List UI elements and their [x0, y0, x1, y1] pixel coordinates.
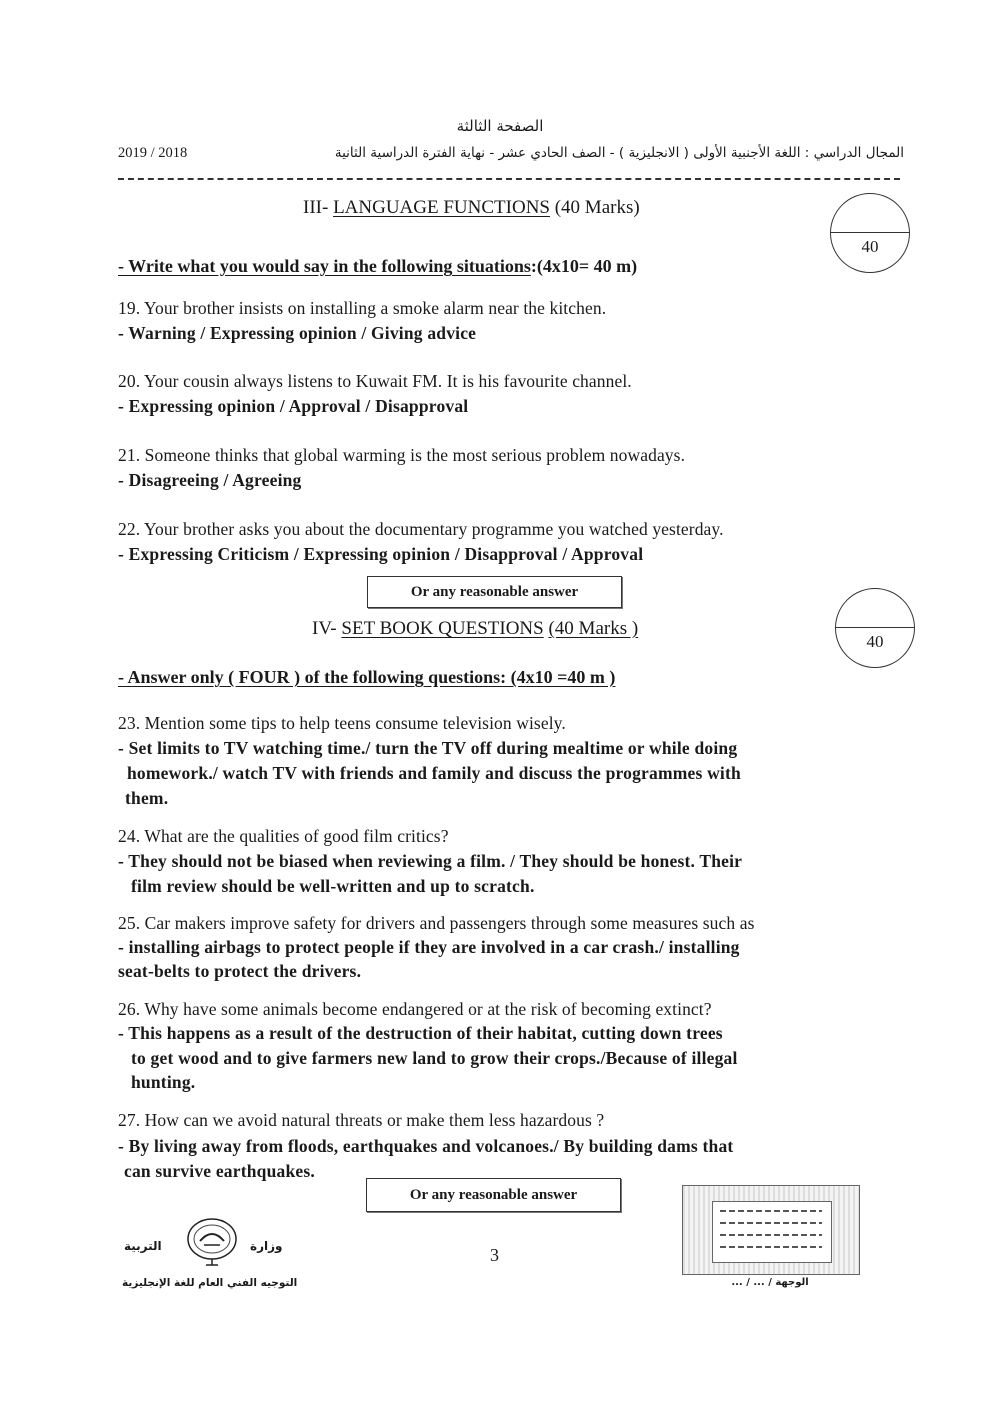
- answer-27-line-2: can survive earthquakes.: [124, 1161, 315, 1181]
- answer-23-line-2: homework./ watch TV with friends and family and discuss the programmes with: [127, 763, 741, 783]
- section-3-note-box: [367, 576, 622, 608]
- subject-line: المجال الدراسي : اللغة الأجنبية الأولى ( الانجليزية ) - الصف الحادي عشر - نهاية الفترة الدراسية الثانية: [334, 145, 904, 161]
- section-4-score: 40: [866, 632, 884, 651]
- answer-23-line-3: them.: [125, 788, 169, 808]
- question-22: 22. Your brother asks you about the documentary programme you watched yesterday.: [118, 519, 724, 539]
- score-divider: [836, 627, 914, 628]
- answer-23-line-1: - Set limits to TV watching time./ turn the TV off during mealtime or while doing: [118, 738, 738, 758]
- answer-24-line-2: film review should be well-written and up to scratch.: [131, 876, 535, 896]
- answer-27-line-1: - By living away from floods, earthquakes and volcanoes./ By building dams that: [118, 1136, 734, 1156]
- section-4-marks: (40 Marks ): [548, 618, 639, 639]
- question-26: 26. Why have some animals become endangered or at the risk of becoming extinct?: [118, 999, 712, 1019]
- section-3-instruction: [118, 256, 637, 277]
- section-4-score-circle: [835, 588, 915, 668]
- section-3-title: LANGUAGE FUNCTIONS: [333, 197, 550, 218]
- answer-26-line-3: hunting.: [131, 1072, 196, 1092]
- page-number: 3: [490, 1245, 499, 1265]
- emblem-icon: [182, 1215, 242, 1267]
- section-3-marks: (40 Marks): [554, 197, 640, 218]
- question-19: 19. Your brother insists on installing a smoke alarm near the kitchen.: [118, 298, 607, 318]
- answer-21: - Disagreeing / Agreeing: [118, 470, 302, 490]
- section-4-note-box: [366, 1178, 621, 1212]
- instruction-main: - Write what you would say in the following situations: [118, 256, 531, 276]
- question-21: 21. Someone thinks that global warming is the most serious problem nowadays.: [118, 445, 686, 465]
- logo-word-right: وزارة: [250, 1239, 283, 1253]
- page-label: الصفحة الثالثة: [456, 117, 544, 135]
- academic-year: 2019 / 2018: [118, 145, 188, 161]
- question-20: 20. Your cousin always listens to Kuwait FM. It is his favourite channel.: [118, 371, 632, 391]
- answer-24-line-1: - They should not be biased when reviewing a film. / They should be honest. Their: [118, 851, 743, 871]
- score-divider: [831, 232, 909, 233]
- answer-25-line-2: seat-belts to protect the drivers.: [118, 961, 362, 981]
- answer-20: - Expressing opinion / Approval / Disapproval: [118, 396, 469, 416]
- section-3-note: Or any reasonable answer: [410, 584, 579, 600]
- logo-word-left: التربية: [124, 1239, 162, 1253]
- section-4-heading: [312, 618, 638, 640]
- official-stamp: [676, 1175, 866, 1293]
- section-3-number: III-: [303, 197, 329, 218]
- stamp-caption: الوجهة / ... / ...: [731, 1277, 809, 1288]
- answer-22: - Expressing Criticism / Expressing opinion / Disapproval / Approval: [118, 544, 644, 564]
- section-3-heading: [303, 197, 640, 219]
- answer-19: - Warning / Expressing opinion / Giving advice: [118, 323, 477, 343]
- answer-25-line-1: - installing airbags to protect people if they are involved in a car crash./ installing: [118, 937, 740, 957]
- logo-caption: التوجيه الفني العام للغة الإنجليزية: [122, 1277, 298, 1289]
- section-4-number: IV-: [312, 618, 337, 639]
- section-4-instruction: - Answer only ( FOUR ) of the following questions: (4x10 =40 m ): [118, 667, 616, 687]
- question-23: 23. Mention some tips to help teens consume television wisely.: [118, 713, 566, 733]
- answer-26-line-1: - This happens as a result of the destruction of their habitat, cutting down trees: [118, 1023, 723, 1043]
- section-4-title: SET BOOK QUESTIONS: [341, 618, 544, 639]
- section-3-score-circle: [830, 193, 910, 273]
- question-25: 25. Car makers improve safety for drivers and passengers through some measures such as: [118, 913, 755, 933]
- instruction-marks: :(4x10= 40 m): [530, 256, 638, 276]
- header-divider: [118, 178, 900, 180]
- ministry-logo: [120, 1213, 300, 1298]
- answer-26-line-2: to get wood and to give farmers new land to grow their crops./Because of illegal: [131, 1048, 738, 1068]
- section-3-score: 40: [861, 237, 879, 256]
- question-24: 24. What are the qualities of good film critics?: [118, 826, 449, 846]
- section-4-note: Or any reasonable answer: [409, 1187, 578, 1203]
- question-27: 27. How can we avoid natural threats or make them less hazardous ?: [118, 1110, 605, 1130]
- stamp-icon: [712, 1201, 830, 1261]
